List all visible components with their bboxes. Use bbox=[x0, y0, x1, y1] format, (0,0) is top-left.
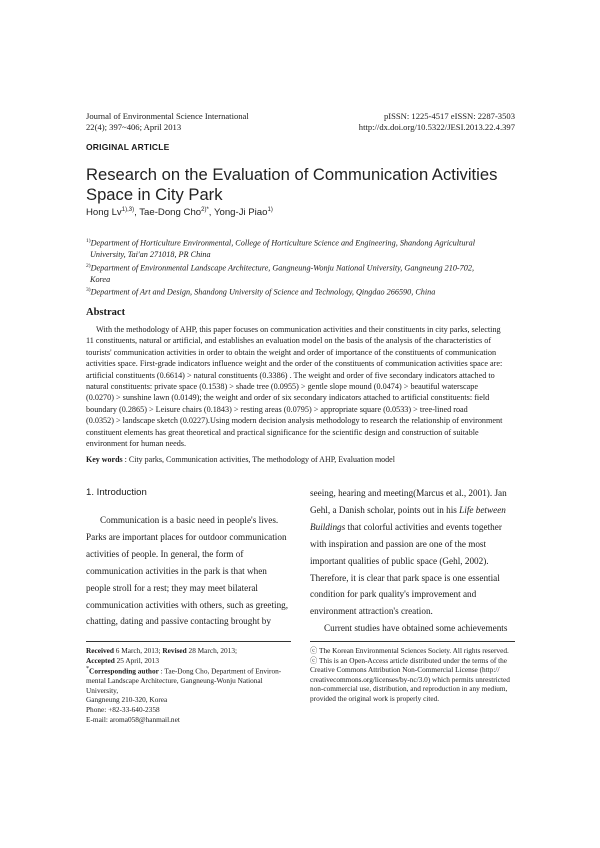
article-type: ORIGINAL ARTICLE bbox=[86, 142, 170, 152]
abstract-line: natural constituents: private space (0.1538) > shade tree (0.0955) > gentle slope mound (0.0474) > beautiful waterscape bbox=[86, 382, 478, 392]
author-list bbox=[86, 207, 273, 218]
footer-divider-right bbox=[310, 641, 515, 642]
affiliation-list bbox=[86, 236, 516, 299]
accepted-line: Accepted 25 April, 2013 bbox=[86, 655, 159, 665]
body-line: Parks are important places for outdoor communication bbox=[86, 531, 287, 542]
abstract-heading: Abstract bbox=[86, 307, 126, 318]
abstract-line: environment for human needs. bbox=[86, 439, 187, 449]
affiliation: $^{1)}$Department of Horticulture Environmental, College of Horticulture Science and Engineering, Shandong Agricultural University, Tai'an 271018, PR China bbox=[86, 238, 475, 260]
affiliation: $^{3)}$Department of Art and Design, Shandong University of Science and Technology, Qingdao 266590, China bbox=[86, 287, 436, 298]
abstract-body bbox=[86, 324, 515, 449]
email-link[interactable]: E-mail: aroma058@hanmail.net bbox=[86, 714, 180, 724]
body-line: activities of people. In general, the form of bbox=[86, 548, 244, 559]
body-line: communication activities in the park is that when bbox=[86, 565, 267, 576]
author: Yong-Ji Piao$^{1)}$ bbox=[213, 207, 273, 219]
keywords-label: Key words bbox=[86, 455, 123, 464]
issn: pISSN: 1225-4517 eISSN: 2287-3503 bbox=[383, 111, 515, 121]
abstract-line: 11 constituents, natural or artificial, and establishes an evaluation model on the basis of the analysis of the characteristics of bbox=[86, 336, 492, 346]
body-line: people stroll for a rest; they may meet bilateral bbox=[86, 582, 258, 593]
author: Hong $Lv^{1),3)}$, bbox=[86, 207, 140, 219]
abstract-line: constituent elements has great theoretical and practical significance for the scientific design and construction of suitable bbox=[86, 427, 479, 437]
body-line: Gehl, a Danish scholar, points out in his Life between bbox=[310, 504, 506, 515]
body-line: Buildings that colorful activities and events together bbox=[310, 521, 502, 532]
abstract-line: boundary (0.2865) > Leisure chairs (0.1843) > resting areas (0.0795) > appropriate square (0.0533) > tree-lined road bbox=[86, 404, 468, 414]
left-column bbox=[86, 512, 291, 630]
body-line: seeing, hearing and meeting(Marcus et al., 2001). Jan bbox=[310, 488, 507, 498]
abstract-line: (0.0352) > landscape sketch (0.0227).Using modern decision analysis methodology to research the relationship of environment bbox=[86, 416, 503, 426]
body-line: Current studies have obtained some achievements bbox=[324, 623, 508, 634]
license-line: Creative Commons Attribution Non-Commercial License (http:// bbox=[310, 665, 500, 675]
paper-title: Research on the Evaluation of Communication Activities Space in City Park bbox=[86, 165, 498, 204]
license-link[interactable]: creativecommons.org/licenses/by-nc/3.0) which permits unrestricted bbox=[310, 674, 510, 684]
abstract-line: tourists' communication activities in order to obtain the weight and order of importance of the constituents of communication bbox=[86, 347, 497, 357]
license-notice bbox=[310, 646, 520, 704]
copyright-line: ⓒ The Korean Environmental Sciences Society. All rights reserved. bbox=[310, 646, 509, 655]
body-line: Therefore, it is clear that park space is one essential bbox=[310, 572, 500, 583]
license-line: ⓒ This is an Open-Access article distributed under the terms of the bbox=[310, 655, 508, 665]
abstract-line: artificial constituents (0.6614) > natural constituents (0.3386) . The weight and order of five secondary indicators attached to bbox=[86, 370, 495, 380]
body-line: communication activities with others, such as greeting, bbox=[86, 599, 289, 610]
body-line: Communication is a basic need in people's lives. bbox=[100, 515, 279, 525]
journal-name: Journal of Environmental Science International bbox=[86, 111, 249, 121]
body-line: important qualities of public space (Gehl, 2002). bbox=[310, 555, 489, 566]
right-column bbox=[310, 485, 515, 637]
corresponding-address: mental Landscape Architecture, Gangneung-Wonju National University, bbox=[86, 676, 263, 695]
affiliation: $^{2)}$Department of Environmental Landscape Architecture, Gangneung-Wonju National University, Gangneung 210-702, Korea bbox=[86, 262, 474, 284]
license-line: non-commercial use, distribution, and reproduction in any medium, bbox=[310, 684, 508, 694]
license-line: provided the original work is properly cited. bbox=[310, 693, 440, 703]
keywords-text: : City parks, Communication activities, The methodology of AHP, Evaluation model bbox=[122, 455, 395, 464]
journal-volume: 22(4); 397~406; April 2013 bbox=[86, 122, 182, 132]
body-line: condition for park quality's improvement and bbox=[310, 589, 477, 600]
body-line: environment attraction's creation. bbox=[310, 606, 433, 617]
body-line: chatting, dating and passive contacting brought by bbox=[86, 616, 271, 627]
corresponding-author: *Corresponding author : Tae-Dong Cho, Department of Environ- bbox=[86, 666, 282, 676]
article-history bbox=[86, 646, 296, 724]
body-line: with inspiration and passion are one of the most bbox=[310, 538, 487, 549]
keywords bbox=[86, 455, 395, 464]
abstract-line: activities space. First-grade indicators influence weight and the order of the constituents of communication activities space are: bbox=[86, 359, 503, 369]
abstract-line: With the methodology of AHP, this paper focuses on communication activities and their constituents in city parks, selecting bbox=[96, 325, 501, 334]
received-line: Received 6 March, 2013; Revised 28 March, 2013; bbox=[86, 646, 237, 655]
author: Tae-Dong Cho$^{2)*}$, bbox=[139, 207, 214, 219]
footer-divider-left bbox=[86, 641, 291, 642]
doi-link[interactable]: http://dx.doi.org/10.5322/JESI.2013.22.4.397 bbox=[358, 122, 515, 132]
phone: Phone: +82-33-640-2358 bbox=[86, 704, 160, 714]
section-heading: 1. Introduction bbox=[86, 487, 147, 498]
corresponding-address: Gangneung 210-320, Korea bbox=[86, 695, 168, 705]
abstract-line: (0.0270) > sunshine lawn (0.0149); the weight and order of six secondary indicators attached to artificial constituents: field bbox=[86, 393, 490, 403]
